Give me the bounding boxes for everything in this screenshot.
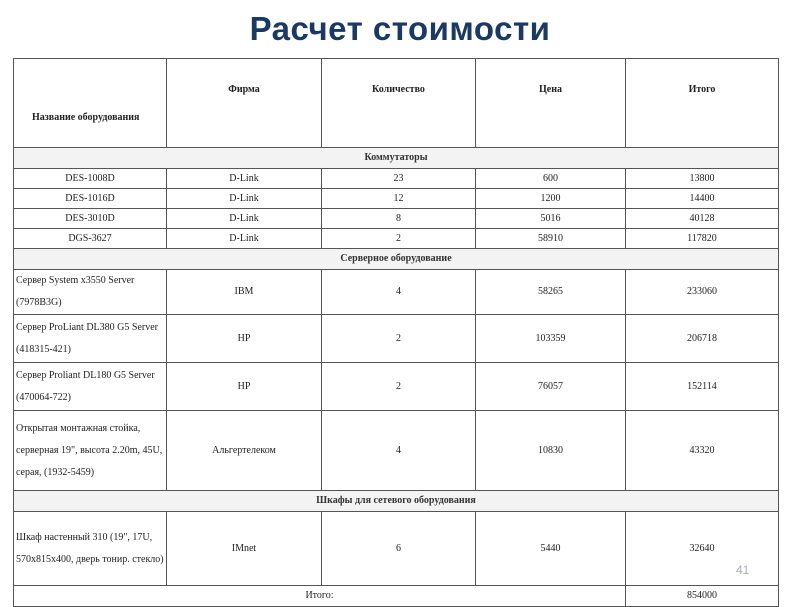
cell-company: D-Link <box>167 189 322 209</box>
total-label: Итого: <box>14 586 626 607</box>
slide-number: 41 <box>736 563 750 577</box>
header-equipment-name: Название оборудования <box>14 59 167 148</box>
slide-title: Расчет стоимости <box>249 10 551 47</box>
cell-price: 58265 <box>476 270 626 315</box>
table-row <box>14 169 779 189</box>
cell-company: D-Link <box>167 229 322 249</box>
cell-total: 117820 <box>626 229 779 249</box>
cell-quantity: 4 <box>322 270 476 315</box>
table-header-row <box>14 59 779 148</box>
table-row <box>14 363 779 411</box>
cell-quantity: 12 <box>322 189 476 209</box>
cell-total: 13800 <box>626 169 779 189</box>
table-row <box>14 315 779 363</box>
cell-price: 103359 <box>476 315 626 363</box>
cell-price: 58910 <box>476 229 626 249</box>
cell-name: DGS-3627 <box>14 229 167 249</box>
cell-total: 40128 <box>626 209 779 229</box>
section-row-switches <box>14 148 779 169</box>
table-row <box>14 229 779 249</box>
header-price: Цена <box>476 59 626 148</box>
cell-quantity: 2 <box>322 315 476 363</box>
cell-price: 76057 <box>476 363 626 411</box>
cell-company: IMnet <box>167 512 322 586</box>
cell-company: Альгертелеком <box>167 411 322 491</box>
cell-total: 14400 <box>626 189 779 209</box>
section-title: Коммутаторы <box>14 148 779 169</box>
table-row <box>14 512 779 586</box>
table-row <box>14 270 779 315</box>
cell-price: 600 <box>476 169 626 189</box>
table-row <box>14 209 779 229</box>
cell-total: 152114 <box>626 363 779 411</box>
cell-price: 1200 <box>476 189 626 209</box>
cell-name: DES-1008D <box>14 169 167 189</box>
section-row-cabinets <box>14 491 779 512</box>
cell-price: 10830 <box>476 411 626 491</box>
cell-name: Сервер Proliant DL180 G5 Server (470064-722) <box>14 363 167 411</box>
cell-company: HP <box>167 363 322 411</box>
cell-name: Сервер ProLiant DL380 G5 Server (418315-421) <box>14 315 167 363</box>
header-quantity: Количество <box>322 59 476 148</box>
cell-name: DES-1016D <box>14 189 167 209</box>
section-row-servers <box>14 249 779 270</box>
cell-name: Сервер System x3550 Server (7978B3G) <box>14 270 167 315</box>
section-title: Серверное оборудование <box>14 249 779 270</box>
cost-table <box>13 58 779 607</box>
cell-total: 32640 <box>626 512 779 586</box>
cell-total: 206718 <box>626 315 779 363</box>
cell-name: Шкаф настенный 310 (19", 17U, 570x815x400, дверь тонир. стекло) <box>14 512 167 586</box>
cell-total: 233060 <box>626 270 779 315</box>
cell-price: 5016 <box>476 209 626 229</box>
cell-price: 5440 <box>476 512 626 586</box>
cell-quantity: 23 <box>322 169 476 189</box>
total-row <box>14 586 779 607</box>
cell-quantity: 4 <box>322 411 476 491</box>
header-total: Итого <box>626 59 779 148</box>
cell-quantity: 6 <box>322 512 476 586</box>
cell-company: D-Link <box>167 209 322 229</box>
cell-total: 43320 <box>626 411 779 491</box>
cell-quantity: 2 <box>322 229 476 249</box>
cell-name: Открытая монтажная стойка, серверная 19", высота 2.20m, 45U, серая, (1932-5459) <box>14 411 167 491</box>
cell-company: D-Link <box>167 169 322 189</box>
cell-name: DES-3010D <box>14 209 167 229</box>
section-title: Шкафы для сетевого оборудования <box>14 491 779 512</box>
total-value: 854000 <box>626 586 779 607</box>
cell-quantity: 8 <box>322 209 476 229</box>
cell-company: IBM <box>167 270 322 315</box>
table-row <box>14 411 779 491</box>
header-company: Фирма <box>167 59 322 148</box>
cell-quantity: 2 <box>322 363 476 411</box>
cell-company: HP <box>167 315 322 363</box>
table-row <box>14 189 779 209</box>
